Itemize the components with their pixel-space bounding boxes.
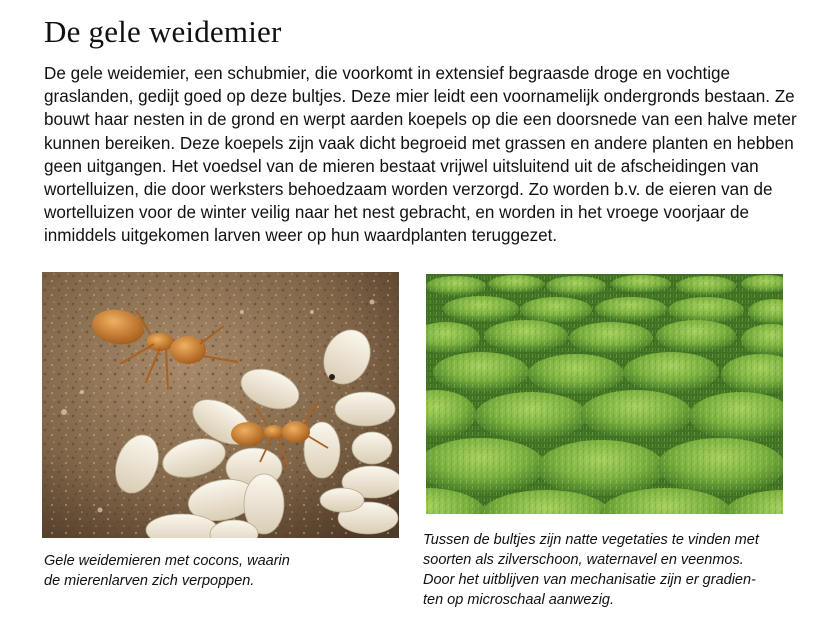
page-title: De gele weidemier bbox=[44, 14, 282, 49]
caption-line: Tussen de bultjes zijn natte vegetaties te vinden met bbox=[423, 532, 759, 548]
intro-paragraph: De gele weidemier, een schubmier, die voorkomt in extensief begraasde droge en vochtige graslanden, gedijt goed op deze bultjes. Deze mier leidt een voornamelijk ondergronds bestaan. Ze bouwt haar nesten in de grond en werpt aarden koepels op die een doorsnede van een halve meter kunnen bereiken. Deze koepels zijn vaak dicht begroeid met grassen en andere planten en hebben geen uitgangen. Het voedsel van de mieren bestaat vrijwel uitsluitend uit de afscheidingen van wortelluizen, die door werksters behoedzaam worden verzorgd. Zo worden b.v. de eieren van de wortelluizen voor de winter veilig naar het nest gebracht, en worden in het vroege voorjaar de inmiddels uitgekomen larven weer op hun waardplanten teruggezet. bbox=[44, 64, 797, 246]
caption-line: ten op microschaal aanwezig. bbox=[423, 592, 615, 608]
caption-line: soorten als zilverschoon, waternavel en veenmos. bbox=[423, 552, 744, 568]
grass-photo-caption bbox=[423, 530, 813, 610]
ants-cocoons-photo bbox=[42, 272, 399, 538]
caption-line: Gele weidemieren met cocons, waarin bbox=[44, 553, 290, 569]
grass-hummocks-photo bbox=[426, 274, 783, 514]
caption-line: de mierenlarven zich verpoppen. bbox=[44, 573, 255, 589]
caption-line: Door het uitblijven van mechanisatie zijn er gradien- bbox=[423, 572, 756, 588]
ants-photo-caption bbox=[44, 551, 384, 591]
